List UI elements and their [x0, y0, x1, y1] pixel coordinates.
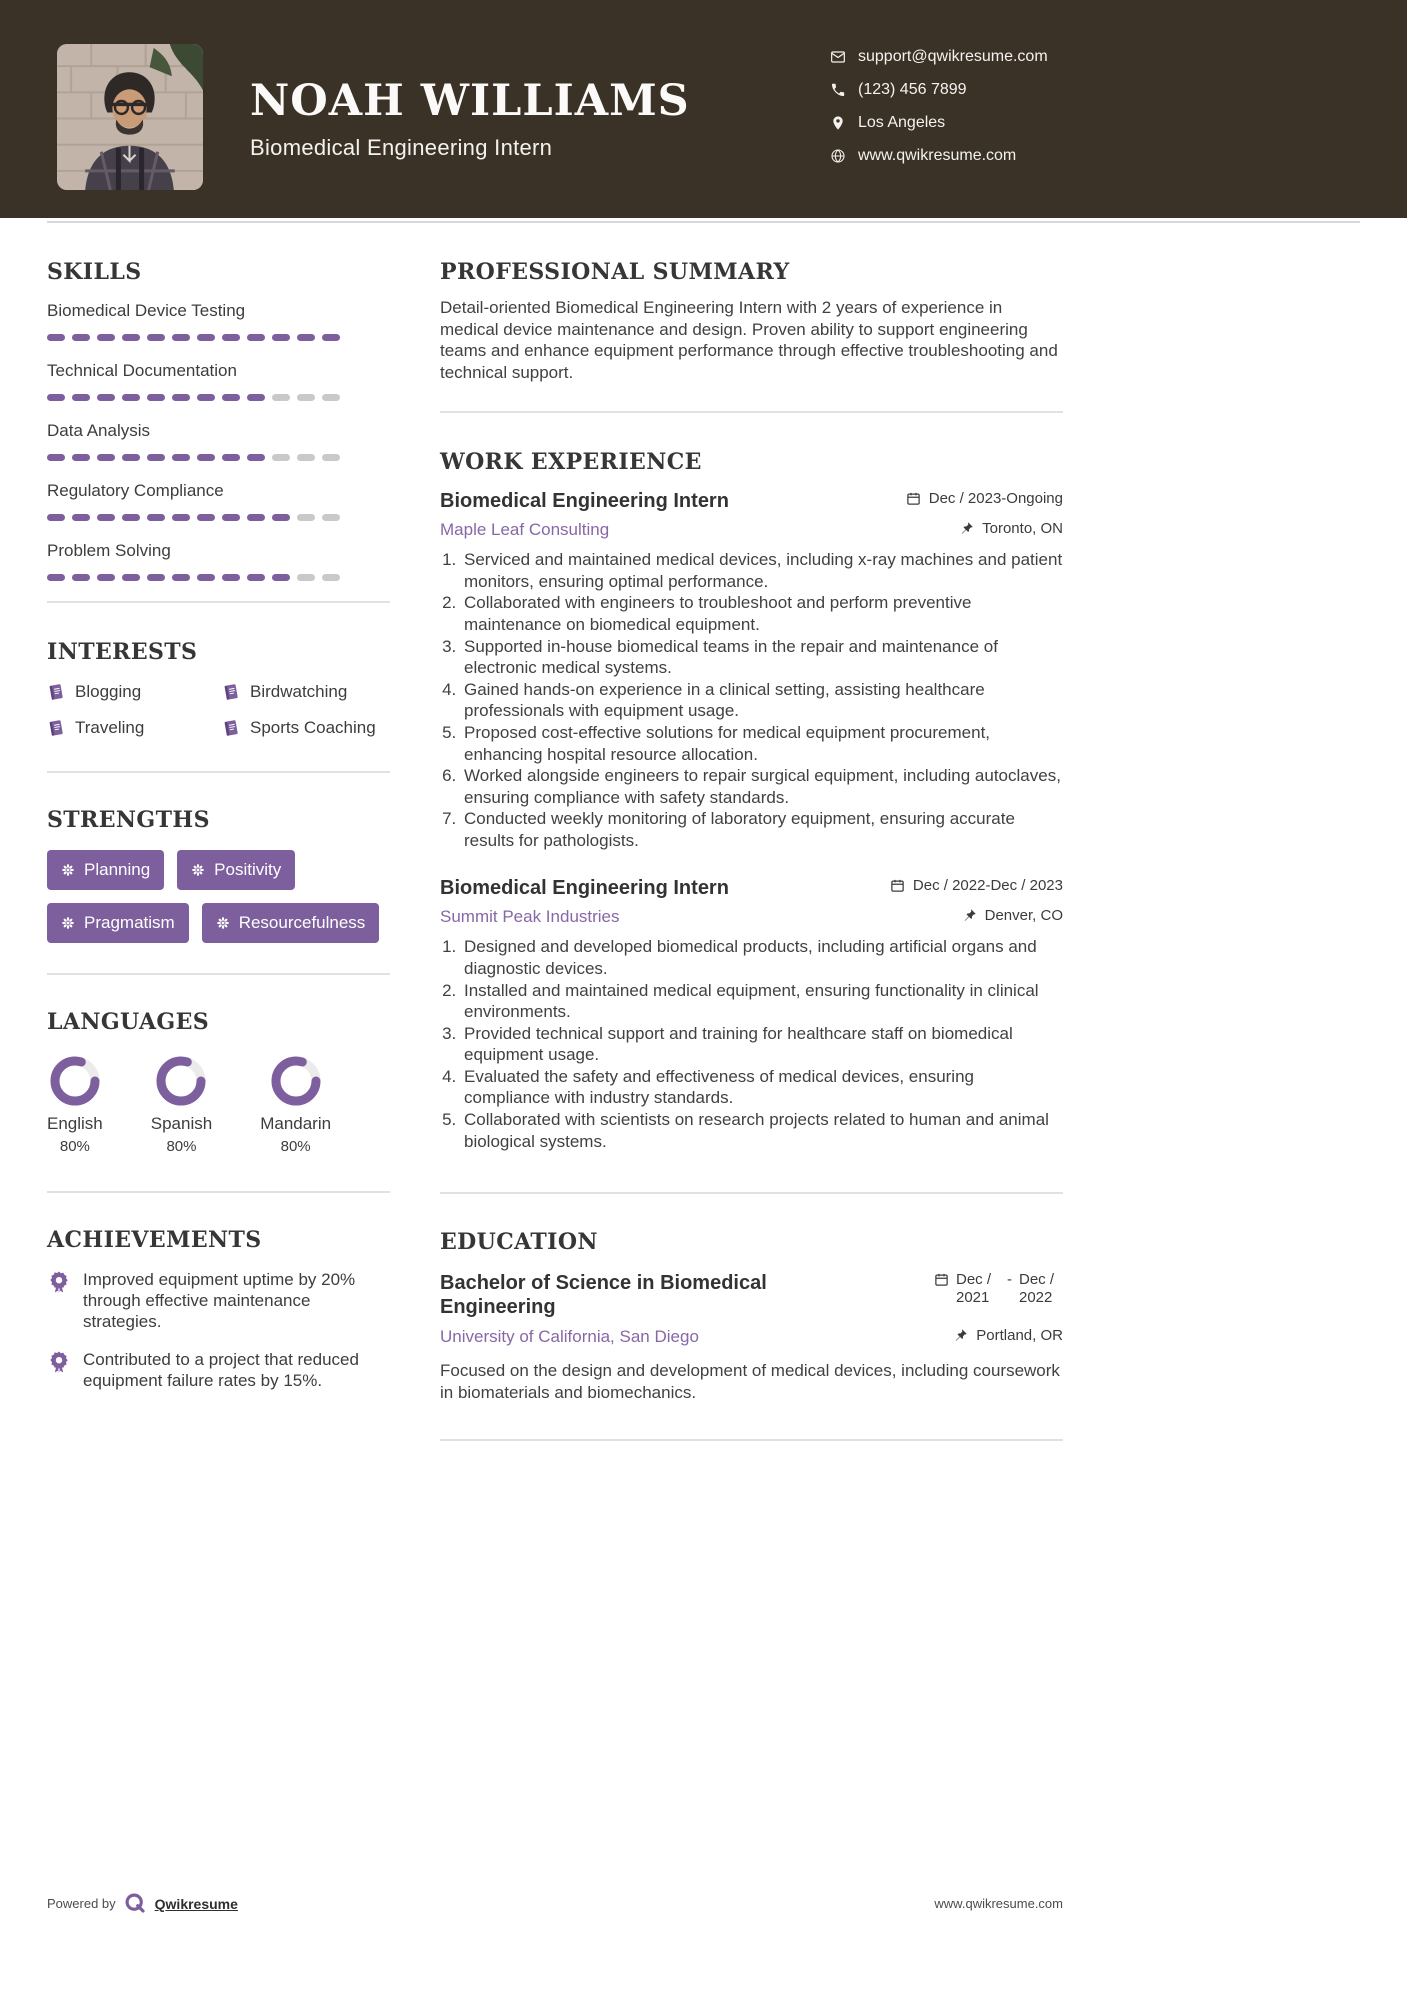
header — [0, 0, 1407, 218]
person-name: NOAH WILLIAMS — [250, 76, 690, 126]
education-location — [953, 1327, 1063, 1344]
profile-photo-illustration — [57, 44, 203, 190]
job-bullet-list — [440, 936, 1063, 1152]
flower-icon — [191, 863, 205, 877]
skill-level-dash — [97, 394, 115, 401]
job-location-text: Toronto, ON — [982, 520, 1063, 538]
section-divider — [47, 601, 390, 603]
skill-level-bar — [47, 394, 390, 401]
powered-by-label: Powered by — [47, 1896, 116, 1911]
pushpin-icon — [953, 1328, 968, 1343]
skill-level-dash — [147, 574, 165, 581]
skill-level-dash — [122, 454, 140, 461]
skill-level-dash — [172, 394, 190, 401]
language-item — [151, 1054, 212, 1155]
skill-level-dash — [272, 454, 290, 461]
education-date-start: Dec / 2021 — [956, 1271, 992, 1306]
language-item — [260, 1054, 331, 1155]
job-location-text: Denver, CO — [984, 907, 1063, 925]
language-item — [47, 1054, 103, 1155]
globe-icon — [830, 148, 846, 164]
skill-name: Biomedical Device Testing — [47, 301, 246, 320]
skill-level-dash — [322, 574, 340, 581]
company-name: Maple Leaf Consulting — [440, 520, 610, 540]
contact-item[interactable] — [830, 145, 1048, 167]
skill-level-dash — [197, 454, 215, 461]
interest-label: Traveling — [75, 718, 145, 737]
job-title: Biomedical Engineering Intern — [440, 877, 729, 900]
strengths-heading: STRENGTHS — [47, 807, 210, 833]
job-bullet: 3. Supported in-house biomedical teams in the repair and maintenance of electronic medical systems. — [461, 636, 1063, 679]
strength-label: Pragmatism — [84, 913, 175, 932]
skill-level-dash — [222, 514, 240, 521]
job-bullet: 2. Collaborated with engineers to troubleshoot and perform preventive maintenance on biomedical equipment. — [461, 592, 1063, 635]
section-divider — [440, 411, 1063, 413]
skill-level-dash — [197, 394, 215, 401]
skill-item — [47, 301, 390, 341]
skill-level-dash — [222, 334, 240, 341]
skill-item — [47, 481, 390, 521]
skill-level-dash — [97, 574, 115, 581]
job-bullet: 4. Gained hands-on experience in a clinical setting, assisting healthcare professionals with equipment usage. — [461, 679, 1063, 722]
education-location-text: Portland, OR — [976, 1327, 1063, 1345]
job-bullet: 3. Provided technical support and training for healthcare staff on biomedical equipment usage. — [461, 1023, 1063, 1066]
skill-item — [47, 421, 390, 461]
language-name: Mandarin — [260, 1114, 332, 1133]
skill-level-dash — [322, 334, 340, 341]
skill-level-dash — [172, 334, 190, 341]
strength-badge — [202, 903, 380, 943]
skill-level-dash — [322, 454, 340, 461]
contact-text: Los Angeles — [858, 114, 946, 131]
footer-website-link[interactable]: www.qwikresume.com — [934, 1896, 1063, 1911]
education-date-separator: - — [1007, 1271, 1012, 1289]
name-block — [250, 76, 690, 161]
resume-body — [47, 223, 1063, 1441]
summary-heading: PROFESSIONAL SUMMARY — [440, 259, 790, 285]
contact-list — [830, 46, 1048, 178]
interest-label: Birdwatching — [250, 682, 348, 701]
skill-level-dash — [247, 334, 265, 341]
strengths-list — [47, 850, 390, 943]
skill-level-dash — [197, 334, 215, 341]
flower-icon — [61, 916, 75, 930]
email-icon — [830, 49, 846, 65]
job-entry — [440, 877, 1063, 1152]
qwikresume-logo-icon — [124, 1892, 147, 1915]
job-header — [440, 490, 1063, 540]
interests-heading: INTERESTS — [47, 639, 198, 665]
calendar-icon — [934, 1272, 949, 1287]
skill-level-dash — [297, 514, 315, 521]
skill-level-dash — [272, 514, 290, 521]
language-donut-chart — [154, 1054, 208, 1108]
strength-badge — [47, 850, 164, 890]
language-donut-chart — [48, 1054, 102, 1108]
job-bullet: 6. Worked alongside engineers to repair surgical equipment, including autoclaves, ensuring compliance with safety standards. — [461, 765, 1063, 808]
skill-level-dash — [47, 394, 65, 401]
interests-section — [47, 639, 390, 738]
skill-level-dash — [272, 334, 290, 341]
education-dates — [934, 1271, 1063, 1306]
strength-label: Planning — [84, 860, 151, 879]
skill-level-dash — [72, 334, 90, 341]
achievement-text: Improved equipment uptime by 20% through effective maintenance strategies. — [83, 1270, 356, 1332]
contact-text: www.qwikresume.com — [858, 147, 1017, 164]
skill-level-dash — [197, 514, 215, 521]
contact-item — [830, 79, 1048, 101]
contact-text: (123) 456 7899 — [858, 81, 967, 98]
job-bullet: 5. Proposed cost-effective solutions for medical equipment procurement, enhancing hospital resource allocation. — [461, 722, 1063, 765]
job-bullet: 4. Evaluated the safety and effectiveness of medical devices, ensuring compliance with industry standards. — [461, 1066, 1063, 1109]
summary-text: Detail-oriented Biomedical Engineering Intern with 2 years of experience in medical device maintenance and design. Proven ability to support engineering teams and enhance equipment performance through effective troubleshooting and technical support. — [440, 298, 1058, 382]
award-icon — [47, 1270, 71, 1294]
achievements-heading: ACHIEVEMENTS — [47, 1227, 262, 1253]
skill-level-dash — [222, 574, 240, 581]
skill-level-dash — [197, 574, 215, 581]
degree-title: Bachelor of Science in Biomedical Engineering — [440, 1272, 767, 1319]
book-icon — [222, 719, 240, 737]
language-name: English — [47, 1114, 103, 1133]
skill-level-dash — [47, 334, 65, 341]
skill-level-dash — [47, 514, 65, 521]
contact-item[interactable] — [830, 46, 1048, 68]
job-entry — [440, 490, 1063, 851]
skills-section — [47, 259, 390, 581]
skill-level-dash — [297, 394, 315, 401]
skill-level-dash — [297, 334, 315, 341]
interest-label: Blogging — [75, 682, 142, 701]
job-bullet: 5. Collaborated with scientists on research projects related to human and animal biological systems. — [461, 1109, 1063, 1152]
flower-icon — [61, 863, 75, 877]
skill-level-dash — [172, 514, 190, 521]
language-percent: 80% — [280, 1138, 311, 1155]
contact-text: support@qwikresume.com — [858, 48, 1048, 65]
qwikresume-brand-link[interactable]: Qwikresume — [154, 1895, 238, 1912]
interest-item — [222, 718, 390, 738]
skill-name: Problem Solving — [47, 541, 171, 560]
achievement-text: Contributed to a project that reduced equipment failure rates by 15%. — [83, 1350, 359, 1391]
skill-level-dash — [97, 514, 115, 521]
skills-list — [47, 301, 390, 581]
person-title: Biomedical Engineering Intern — [250, 135, 553, 160]
book-icon — [222, 683, 240, 701]
skill-level-dash — [72, 514, 90, 521]
job-dates — [906, 490, 1063, 507]
location-icon — [830, 115, 846, 131]
strength-label: Resourcefulness — [238, 913, 366, 932]
language-percent: 80% — [59, 1138, 90, 1155]
languages-list — [47, 1054, 390, 1155]
job-location — [959, 520, 1063, 537]
strength-badge — [47, 903, 189, 943]
job-bullet-list — [440, 549, 1063, 851]
skill-level-dash — [47, 574, 65, 581]
education-date-end: Dec / 2022 — [1019, 1271, 1055, 1306]
strength-label: Positivity — [214, 860, 282, 879]
education-description: Focused on the design and development of medical devices, including coursework in biomaterials and biomechanics. — [440, 1361, 1060, 1402]
skill-level-dash — [247, 574, 265, 581]
company-name: Summit Peak Industries — [440, 907, 620, 927]
skill-name: Data Analysis — [47, 421, 150, 440]
left-column — [47, 223, 390, 1391]
skill-level-dash — [147, 454, 165, 461]
skill-level-dash — [147, 394, 165, 401]
skill-level-dash — [97, 454, 115, 461]
section-divider — [440, 1439, 1063, 1441]
interest-item — [47, 718, 222, 738]
skill-item — [47, 541, 390, 581]
skill-level-dash — [47, 454, 65, 461]
job-date-text: Dec / 2022-Dec / 2023 — [912, 877, 1063, 895]
job-bullet: 1. Designed and developed biomedical products, including artificial organs and diagnostic devices. — [461, 936, 1063, 979]
skill-level-dash — [97, 334, 115, 341]
jobs-list — [440, 490, 1063, 1152]
skill-level-dash — [122, 574, 140, 581]
powered-by — [47, 1892, 238, 1915]
skill-level-dash — [72, 574, 90, 581]
pushpin-icon — [962, 908, 977, 923]
award-icon — [47, 1350, 71, 1374]
job-location — [962, 907, 1063, 924]
pushpin-icon — [959, 521, 974, 536]
skill-level-dash — [222, 454, 240, 461]
skill-name: Technical Documentation — [47, 361, 237, 380]
education-heading: EDUCATION — [440, 1229, 598, 1256]
language-name: Spanish — [150, 1114, 213, 1133]
book-icon — [47, 719, 65, 737]
right-column — [440, 223, 1063, 1441]
interest-item — [222, 682, 390, 702]
contact-item — [830, 112, 1048, 134]
section-divider — [47, 973, 390, 975]
skill-level-dash — [322, 514, 340, 521]
skill-level-dash — [297, 574, 315, 581]
job-bullet: 7. Conducted weekly monitoring of laboratory equipment, ensuring accurate results for pathologists. — [461, 808, 1063, 851]
calendar-icon — [906, 491, 921, 506]
education-entry — [440, 1271, 1063, 1347]
skill-level-dash — [72, 394, 90, 401]
experience-heading: WORK EXPERIENCE — [440, 449, 702, 476]
calendar-icon — [890, 878, 905, 893]
skill-level-dash — [247, 394, 265, 401]
skill-level-dash — [72, 454, 90, 461]
skill-level-dash — [147, 514, 165, 521]
interest-label: Sports Coaching — [250, 718, 376, 737]
skill-level-bar — [47, 514, 390, 521]
flower-icon — [216, 916, 230, 930]
skill-item — [47, 361, 390, 401]
achievement-item — [47, 1269, 390, 1332]
job-bullet: 2. Installed and maintained medical equipment, ensuring functionality in clinical environments. — [461, 980, 1063, 1023]
book-icon — [47, 683, 65, 701]
skill-level-dash — [147, 334, 165, 341]
achievements-list — [47, 1269, 390, 1391]
skills-heading: SKILLS — [47, 259, 142, 285]
interest-item — [47, 682, 222, 702]
skill-level-bar — [47, 454, 390, 461]
skill-level-dash — [122, 394, 140, 401]
job-date-text: Dec / 2023-Ongoing — [928, 490, 1063, 508]
skill-level-dash — [222, 394, 240, 401]
skill-level-dash — [172, 454, 190, 461]
languages-heading: LANGUAGES — [47, 1009, 210, 1035]
skill-level-dash — [272, 394, 290, 401]
footer — [47, 1892, 1063, 1915]
summary-section — [440, 259, 1063, 383]
strengths-section — [47, 807, 390, 943]
skill-level-dash — [172, 574, 190, 581]
school-name: University of California, San Diego — [440, 1327, 699, 1347]
interests-list — [47, 682, 390, 738]
skill-level-dash — [322, 394, 340, 401]
job-header — [440, 877, 1063, 927]
skill-level-dash — [247, 454, 265, 461]
skill-level-dash — [297, 454, 315, 461]
language-donut-chart — [269, 1054, 323, 1108]
job-bullet: 1. Serviced and maintained medical devices, including x-ray machines and patient monitors, ensuring optimal performance. — [461, 549, 1063, 592]
language-percent: 80% — [166, 1138, 197, 1155]
achievement-item — [47, 1349, 390, 1391]
skill-level-dash — [272, 574, 290, 581]
languages-section — [47, 1009, 390, 1155]
strength-badge — [177, 850, 295, 890]
skill-level-dash — [122, 334, 140, 341]
education-section — [440, 1229, 1063, 1403]
skill-name: Regulatory Compliance — [47, 481, 224, 500]
section-divider — [47, 771, 390, 773]
achievements-section — [47, 1227, 390, 1391]
profile-photo — [57, 44, 203, 190]
phone-icon — [830, 82, 846, 98]
section-divider — [440, 1192, 1063, 1194]
experience-section — [440, 449, 1063, 1152]
job-title: Biomedical Engineering Intern — [440, 490, 729, 513]
job-dates — [890, 877, 1063, 894]
skill-level-dash — [247, 514, 265, 521]
skill-level-bar — [47, 574, 390, 581]
section-divider — [47, 1191, 390, 1193]
skill-level-bar — [47, 334, 390, 341]
skill-level-dash — [122, 514, 140, 521]
